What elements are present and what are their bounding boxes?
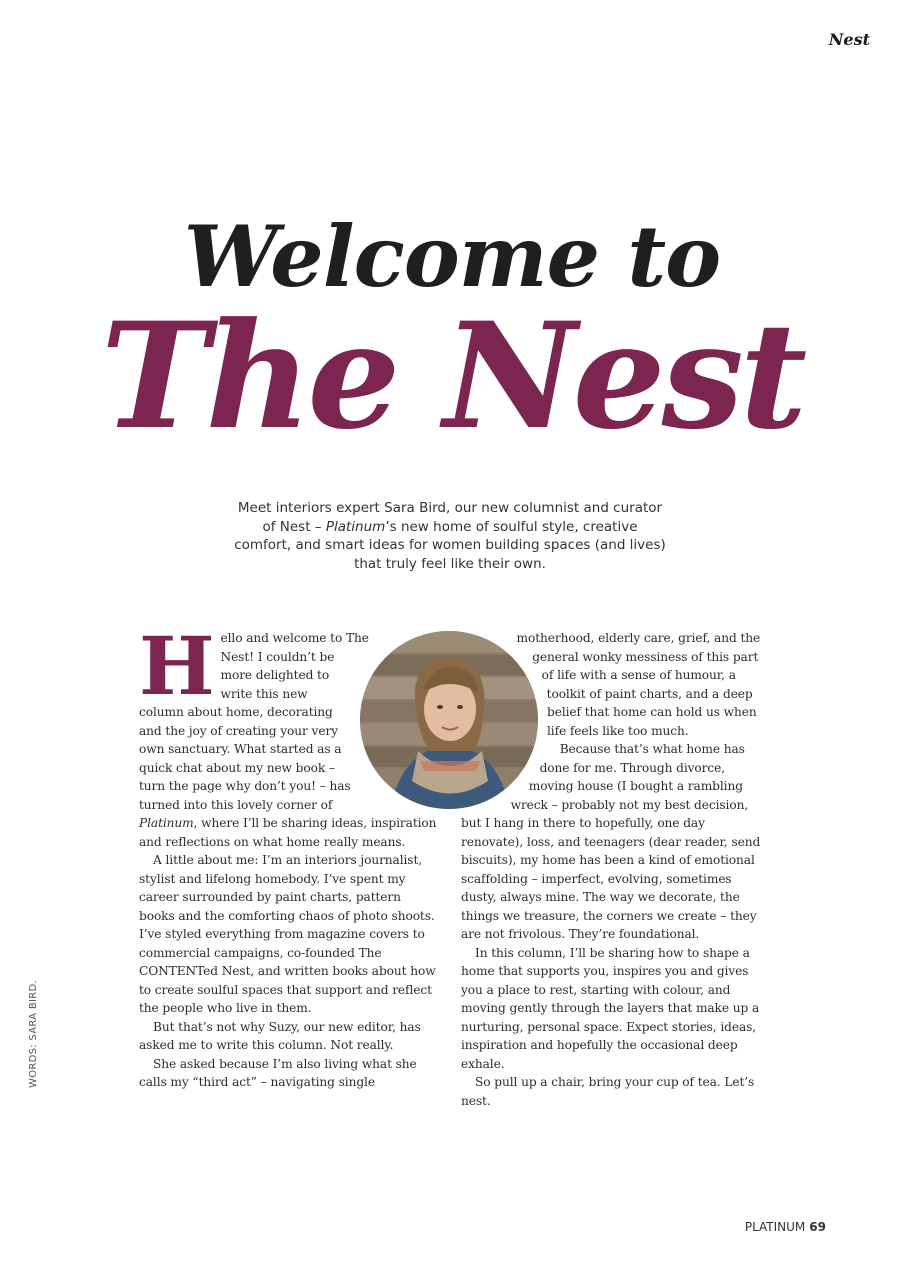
paragraph-3: But that’s not why Suzy, our new editor, has asked me to write this column. Not really. — [139, 1019, 421, 1052]
photo-credit: WORDS: SARA BIRD. — [28, 980, 39, 1088]
paragraph-4-continued: motherhood, elderly care, grief, and the general wonky messiness of this part of life with a sense of humour, a toolkit of paint charts, and a deep belief that home can hold us when life feels like too much. — [516, 631, 761, 738]
author-portrait — [360, 631, 538, 809]
paragraph-1-magazine-name: Platinum — [139, 816, 194, 830]
headline-line-1: Welcome to — [183, 207, 721, 306]
standfirst — [232, 499, 668, 573]
standfirst-text-2: ’s new home of soulful style, creative comfort, and smart ideas for women building spaces (and lives) that truly feel like their own. — [234, 518, 666, 572]
author-portrait-illustration — [360, 631, 538, 809]
paragraph-6: In this column, I’ll be sharing how to shape a home that supports you, inspires you and gives you a place to rest, starting with colour, and moving gently through the layers that make up a nurturing, personal space. Expect stories, ideas, inspiration and hopefully the occasional deep exhale. — [461, 945, 760, 1071]
paragraph-1-text-a: ello and welcome to The Nest! I couldn’t be more delighted to write this new column about home, decorating and the joy of creating your very own sanctuary. What started as a quick chat about my new book – turn the page why don’t you! – has turned into this lovely corner of — [139, 631, 369, 812]
standfirst-text-1: Meet interiors expert Sara Bird, our new columnist and curator of Nest – — [237, 500, 663, 535]
section-tag: Nest — [828, 30, 870, 49]
magazine-name: PLATINUM — [744, 1220, 806, 1234]
headline-line-2: The Nest — [100, 291, 804, 462]
paragraph-1-text-b: , where I’ll be sharing ideas, inspiration and reflections on what home really means. — [139, 816, 437, 849]
paragraph-4-start: She asked because I’m also living what she calls my “third act” – navigating single — [139, 1056, 417, 1089]
standfirst-magazine-name: Platinum — [325, 518, 386, 535]
page-number: 69 — [809, 1220, 826, 1234]
paragraph-2: A little about me: I’m an interiors journalist, stylist and lifelong homebody. I’ve spent my career surrounded by paint charts, pattern books and the comforting chaos of photo shoots. I’ve styled everything from magazine covers to commercial campaigns, co-founded The CONTENTed Nest, and written books about how to create soulful spaces that support and reflect the people who live in them. — [139, 853, 436, 1015]
page-footer — [745, 1220, 826, 1234]
paragraph-7: So pull up a chair, bring your cup of tea. Let’s nest. — [461, 1075, 755, 1108]
paragraph-5: Because that’s what home has done for me. Through divorce, moving house (I bought a rambling wreck – probably not my best decision, but I hang in there to hopefully, one day renovate), loss, and teenagers (dear reader, send biscuits), my home has been a kind of emotional scaffolding – imperfect, evolving, sometimes dusty, always mine. The way we decorate, the things we treasure, the corners we create – they are not frivolous. They’re foundational. — [461, 742, 761, 941]
drop-cap: H — [139, 619, 215, 713]
